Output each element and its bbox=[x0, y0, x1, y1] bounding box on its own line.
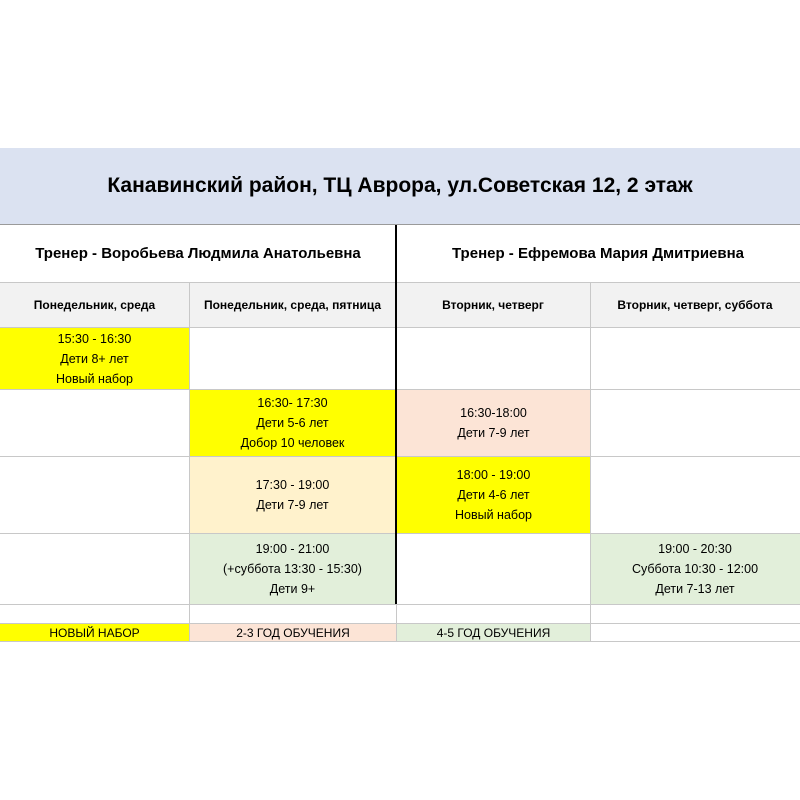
slot-tt-1630 bbox=[397, 390, 590, 456]
slot-mwf-1900 bbox=[189, 534, 396, 604]
slot-note: Новый набор bbox=[56, 371, 133, 386]
legend-year-2-3: 2-3 ГОД ОБУЧЕНИЯ bbox=[190, 624, 396, 641]
slot-group: Дети 7-13 лет bbox=[655, 582, 735, 596]
page-title: Канавинский район, ТЦ Аврора, ул.Советская 12, 2 этаж bbox=[0, 148, 800, 225]
day-header-tue-thu: Вторник, четверг bbox=[396, 283, 590, 327]
slot-tts-1900 bbox=[590, 534, 800, 604]
grid-line bbox=[0, 389, 800, 390]
slot-mw-1530 bbox=[0, 328, 189, 389]
slot-time: 16:30-18:00 bbox=[460, 406, 527, 420]
coach-divider bbox=[395, 225, 397, 604]
legend-year-4-5: 4-5 ГОД ОБУЧЕНИЯ bbox=[397, 624, 590, 641]
slot-time: 18:00 - 19:00 bbox=[456, 468, 531, 482]
grid-line bbox=[189, 282, 190, 642]
day-header-mon-wed: Понедельник, среда bbox=[0, 283, 189, 327]
slot-time: 17:30 - 19:00 bbox=[255, 478, 330, 492]
grid-line bbox=[0, 641, 800, 642]
grid-line bbox=[0, 282, 800, 283]
coach-header-right: Тренер - Ефремова Мария Дмитриевна bbox=[451, 245, 745, 262]
slot-time: 19:00 - 20:30 bbox=[658, 542, 732, 556]
slot-time: 19:00 - 21:00 bbox=[255, 542, 330, 556]
grid-line bbox=[0, 604, 800, 605]
slot-note: Новый набор bbox=[455, 508, 532, 522]
day-header-tue-thu-sat: Вторник, четверг, суббота bbox=[590, 283, 800, 327]
slot-mwf-1630 bbox=[189, 390, 396, 456]
legend-new-group: НОВЫЙ НАБОР bbox=[0, 624, 189, 641]
grid-line bbox=[0, 533, 800, 534]
grid-line bbox=[0, 456, 800, 457]
slot-tt-1800 bbox=[397, 457, 590, 533]
slot-note: Добор 10 человек bbox=[240, 436, 345, 450]
slot-group: Дети 4-6 лет bbox=[457, 488, 530, 502]
slot-time: 16:30- 17:30 bbox=[257, 396, 328, 410]
slot-mwf-1730 bbox=[189, 457, 396, 533]
slot-group: Дети 7-9 лет bbox=[457, 426, 530, 440]
slot-group: Дети 8+ лет bbox=[60, 351, 129, 366]
slot-time: 15:30 - 16:30 bbox=[57, 331, 132, 346]
day-header-mon-wed-fri: Понедельник, среда, пятница bbox=[189, 283, 396, 327]
slot-group: Дети 7-9 лет bbox=[256, 498, 329, 512]
grid-line bbox=[0, 327, 800, 328]
slot-group: Дети 9+ bbox=[269, 582, 316, 596]
slot-saturday: (+суббота 13:30 - 15:30) bbox=[223, 562, 362, 576]
slot-group: Дети 5-6 лет bbox=[256, 416, 329, 430]
coach-header-left: Тренер - Воробьева Людмила Анатольевна bbox=[35, 245, 361, 262]
slot-saturday: Суббота 10:30 - 12:00 bbox=[631, 562, 759, 576]
grid-line bbox=[590, 282, 591, 642]
